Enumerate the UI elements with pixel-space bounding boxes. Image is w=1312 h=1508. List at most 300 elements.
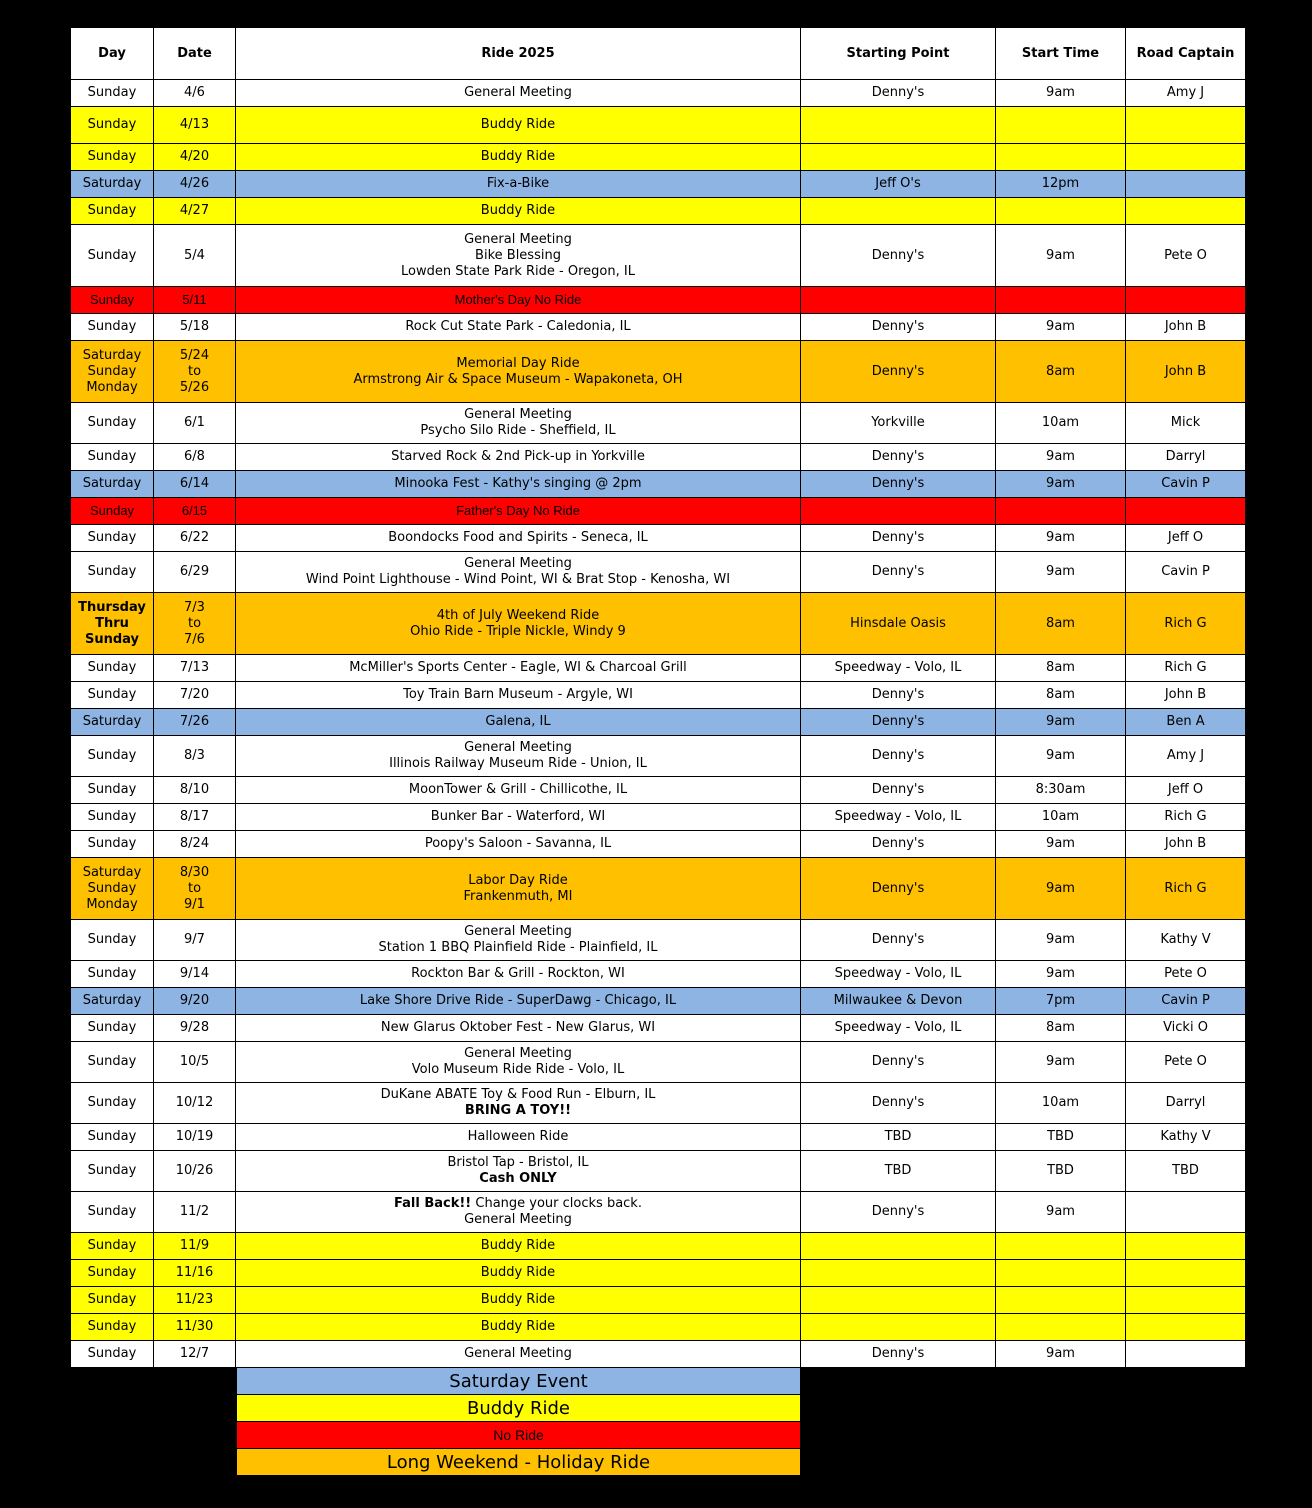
schedule-row: [71, 777, 1246, 804]
schedule-row: [71, 1015, 1246, 1042]
ride-cell: [236, 858, 801, 920]
day-line: Sunday: [87, 1129, 137, 1144]
starting-point-cell: Denny's: [801, 1341, 996, 1368]
day-line: Sunday: [87, 449, 137, 464]
start-time-cell: 9am: [996, 961, 1126, 988]
day-cell: [71, 107, 154, 144]
ride-cell: [236, 498, 801, 525]
date-cell: [154, 444, 236, 471]
road-captain-cell: [1126, 198, 1246, 225]
day-line: Sunday: [87, 1204, 137, 1219]
road-captain-cell: Kathy V: [1126, 1124, 1246, 1151]
ride-line: Toy Train Barn Museum - Argyle, WI: [403, 687, 633, 702]
ride-cell: [236, 144, 801, 171]
ride-cell: [236, 1260, 801, 1287]
date-cell: [154, 498, 236, 525]
date-line: 11/23: [175, 1292, 214, 1307]
schedule-row: [71, 682, 1246, 709]
ride-line: Illinois Railway Museum Ride - Union, IL: [389, 756, 647, 771]
day-cell: [71, 498, 154, 525]
day-line: Sunday: [89, 503, 135, 518]
date-line: 11/30: [175, 1319, 214, 1334]
day-line: Sunday: [87, 1319, 137, 1334]
schedule-row: [71, 804, 1246, 831]
day-cell: [71, 403, 154, 444]
date-line: 7/6: [184, 631, 205, 647]
day-line: Sunday: [87, 564, 137, 579]
starting-point-cell: Speedway - Volo, IL: [801, 804, 996, 831]
road-captain-cell: Cavin P: [1126, 471, 1246, 498]
starting-point-cell: Denny's: [801, 736, 996, 777]
date-cell: [154, 1287, 236, 1314]
starting-point-cell: TBD: [801, 1124, 996, 1151]
day-line: Thru: [95, 615, 129, 631]
road-captain-cell: Darryl: [1126, 1083, 1246, 1124]
date-line: 8/10: [179, 782, 210, 797]
start-time-cell: [996, 144, 1126, 171]
ride-line: Minooka Fest - Kathy's singing @ 2pm: [394, 476, 642, 491]
starting-point-cell: Denny's: [801, 920, 996, 961]
ride-cell: [236, 988, 801, 1015]
day-cell: [71, 225, 154, 287]
start-time-cell: 8am: [996, 593, 1126, 655]
date-cell: [154, 225, 236, 287]
start-time-cell: 10am: [996, 1083, 1126, 1124]
day-line: Saturday: [82, 714, 142, 729]
header-ride: Ride 2025: [236, 28, 801, 80]
legend-row: [237, 1449, 801, 1476]
ride-line: Starved Rock & 2nd Pick-up in Yorkville: [391, 449, 645, 464]
date-line: 4/20: [179, 149, 210, 164]
ride-cell: [236, 1287, 801, 1314]
day-line: Sunday: [87, 1265, 137, 1280]
starting-point-cell: Yorkville: [801, 403, 996, 444]
ride-line: General Meeting: [464, 1346, 572, 1361]
ride-line: Galena, IL: [485, 714, 551, 729]
ride-line: DuKane ABATE Toy & Food Run - Elburn, IL: [380, 1087, 656, 1102]
day-cell: [71, 444, 154, 471]
day-cell: [71, 1015, 154, 1042]
date-line: 10/26: [175, 1163, 214, 1178]
road-captain-cell: TBD: [1126, 1151, 1246, 1192]
day-line: Sunday: [87, 932, 137, 947]
date-cell: [154, 593, 236, 655]
date-cell: [154, 198, 236, 225]
starting-point-cell: Speedway - Volo, IL: [801, 655, 996, 682]
day-line: Sunday: [87, 880, 137, 896]
road-captain-cell: Jeff O: [1126, 777, 1246, 804]
start-time-cell: 9am: [996, 709, 1126, 736]
legend-body: [237, 1368, 801, 1476]
ride-line: MoonTower & Grill - Chillicothe, IL: [408, 782, 628, 797]
road-captain-cell: [1126, 498, 1246, 525]
date-cell: [154, 144, 236, 171]
ride-cell: [236, 831, 801, 858]
start-time-cell: [996, 287, 1126, 314]
ride-cell: [236, 1341, 801, 1368]
day-cell: [71, 314, 154, 341]
starting-point-cell: [801, 1314, 996, 1341]
ride-schedule-table: [70, 27, 1246, 1368]
start-time-cell: [996, 198, 1126, 225]
date-cell: [154, 920, 236, 961]
schedule-row: [71, 471, 1246, 498]
starting-point-cell: [801, 498, 996, 525]
day-cell: [71, 1124, 154, 1151]
road-captain-cell: Cavin P: [1126, 988, 1246, 1015]
ride-cell: [236, 80, 801, 107]
ride-line: Buddy Ride: [480, 1292, 556, 1307]
schedule-row: [71, 709, 1246, 736]
starting-point-cell: Speedway - Volo, IL: [801, 961, 996, 988]
date-line: 9/28: [179, 1020, 210, 1035]
ride-line: Lake Shore Drive Ride - SuperDawg - Chicago, IL: [359, 993, 677, 1008]
ride-cell: [236, 736, 801, 777]
date-cell: [154, 341, 236, 403]
header-start-time: Start Time: [996, 28, 1126, 80]
day-cell: [71, 961, 154, 988]
schedule-row: [71, 1260, 1246, 1287]
day-line: Sunday: [87, 85, 137, 100]
day-line: Saturday: [82, 476, 142, 491]
date-line: 5/26: [179, 379, 210, 395]
ride-line: [240, 1196, 796, 1212]
ride-cell: [236, 403, 801, 444]
date-cell: [154, 1233, 236, 1260]
ride-line: Armstrong Air & Space Museum - Wapakoneta, OH: [353, 371, 683, 387]
start-time-cell: 9am: [996, 525, 1126, 552]
road-captain-cell: [1126, 171, 1246, 198]
ride-cell: [236, 341, 801, 403]
date-line: 9/20: [179, 993, 210, 1008]
date-line: 9/14: [179, 966, 210, 981]
start-time-cell: [996, 1233, 1126, 1260]
date-cell: [154, 858, 236, 920]
ride-line: Bike Blessing: [475, 247, 561, 263]
start-time-cell: 9am: [996, 858, 1126, 920]
start-time-cell: 12pm: [996, 171, 1126, 198]
day-cell: [71, 1151, 154, 1192]
date-line: 6/14: [179, 476, 210, 491]
day-line: Sunday: [87, 1346, 137, 1361]
schedule-row: [71, 1233, 1246, 1260]
ride-cell: [236, 525, 801, 552]
date-cell: [154, 1015, 236, 1042]
ride-line: Rock Cut State Park - Caledonia, IL: [405, 319, 631, 334]
road-captain-cell: Mick: [1126, 403, 1246, 444]
ride-line: Buddy Ride: [480, 1265, 556, 1280]
start-time-cell: [996, 498, 1126, 525]
date-line: 4/26: [179, 176, 210, 191]
starting-point-cell: Denny's: [801, 80, 996, 107]
ride-line: Frankenmuth, MI: [463, 888, 573, 904]
road-captain-cell: Rich G: [1126, 593, 1246, 655]
road-captain-cell: [1126, 287, 1246, 314]
road-captain-cell: Ben A: [1126, 709, 1246, 736]
starting-point-cell: [801, 144, 996, 171]
road-captain-cell: [1126, 1233, 1246, 1260]
schedule-row: [71, 314, 1246, 341]
day-cell: [71, 552, 154, 593]
start-time-cell: 8am: [996, 655, 1126, 682]
date-cell: [154, 804, 236, 831]
starting-point-cell: Hinsdale Oasis: [801, 593, 996, 655]
header-road-captain: Road Captain: [1126, 28, 1246, 80]
starting-point-cell: Denny's: [801, 314, 996, 341]
start-time-cell: 8am: [996, 1015, 1126, 1042]
legend-item: Buddy Ride: [237, 1395, 801, 1422]
schedule-row: [71, 1083, 1246, 1124]
day-line: Sunday: [89, 292, 135, 307]
ride-cell: [236, 314, 801, 341]
date-line: 11/16: [175, 1265, 214, 1280]
schedule-row: [71, 444, 1246, 471]
ride-callout: Fall Back!!: [394, 1196, 472, 1211]
ride-callout: Cash ONLY: [479, 1171, 557, 1186]
ride-cell: [236, 593, 801, 655]
schedule-row: [71, 831, 1246, 858]
day-cell: [71, 777, 154, 804]
day-line: Monday: [86, 896, 138, 912]
header-day: Day: [71, 28, 154, 80]
road-captain-cell: [1126, 107, 1246, 144]
schedule-row: [71, 920, 1246, 961]
day-cell: [71, 831, 154, 858]
start-time-cell: 9am: [996, 1192, 1126, 1233]
date-line: 9/7: [184, 932, 205, 947]
date-cell: [154, 736, 236, 777]
day-cell: [71, 736, 154, 777]
start-time-cell: 9am: [996, 1042, 1126, 1083]
schedule-body: [71, 80, 1246, 1368]
day-cell: [71, 1233, 154, 1260]
date-line: 10/5: [179, 1054, 210, 1069]
start-time-cell: 9am: [996, 225, 1126, 287]
start-time-cell: 9am: [996, 831, 1126, 858]
day-cell: [71, 804, 154, 831]
day-cell: [71, 1260, 154, 1287]
road-captain-cell: Pete O: [1126, 1042, 1246, 1083]
road-captain-cell: [1126, 1314, 1246, 1341]
ride-cell: [236, 1314, 801, 1341]
schedule-row: [71, 171, 1246, 198]
starting-point-cell: Speedway - Volo, IL: [801, 1015, 996, 1042]
start-time-cell: 9am: [996, 1341, 1126, 1368]
day-cell: [71, 80, 154, 107]
start-time-cell: [996, 1287, 1126, 1314]
ride-cell: [236, 107, 801, 144]
date-cell: [154, 403, 236, 444]
day-cell: [71, 1287, 154, 1314]
road-captain-cell: Amy J: [1126, 736, 1246, 777]
date-line: 6/8: [184, 449, 205, 464]
legend-row: [237, 1368, 801, 1395]
ride-cell: [236, 444, 801, 471]
starting-point-cell: TBD: [801, 1151, 996, 1192]
road-captain-cell: Rich G: [1126, 655, 1246, 682]
schedule-row: [71, 198, 1246, 225]
ride-cell: [236, 198, 801, 225]
road-captain-cell: [1126, 1192, 1246, 1233]
ride-cell: [236, 920, 801, 961]
ride-callout: BRING A TOY!!: [464, 1103, 572, 1118]
schedule-row: [71, 961, 1246, 988]
start-time-cell: 9am: [996, 736, 1126, 777]
start-time-cell: 8:30am: [996, 777, 1126, 804]
schedule-row: [71, 498, 1246, 525]
day-line: Saturday: [82, 347, 142, 363]
starting-point-cell: Denny's: [801, 1192, 996, 1233]
date-cell: [154, 1151, 236, 1192]
color-legend: [236, 1367, 801, 1476]
starting-point-cell: Denny's: [801, 858, 996, 920]
starting-point-cell: Denny's: [801, 552, 996, 593]
ride-line: Father's Day No Ride: [456, 503, 580, 518]
start-time-cell: 9am: [996, 444, 1126, 471]
starting-point-cell: [801, 107, 996, 144]
date-line: 11/9: [179, 1238, 210, 1253]
date-cell: [154, 80, 236, 107]
date-cell: [154, 314, 236, 341]
day-line: Sunday: [87, 319, 137, 334]
date-cell: [154, 171, 236, 198]
date-line: 7/20: [179, 687, 210, 702]
ride-cell: [236, 777, 801, 804]
date-cell: [154, 1042, 236, 1083]
road-captain-cell: [1126, 1287, 1246, 1314]
date-line: to: [187, 615, 202, 631]
starting-point-cell: Denny's: [801, 682, 996, 709]
ride-line: General Meeting: [464, 85, 572, 100]
day-cell: [71, 920, 154, 961]
ride-line: Lowden State Park Ride - Oregon, IL: [401, 263, 635, 279]
date-cell: [154, 682, 236, 709]
starting-point-cell: Denny's: [801, 444, 996, 471]
ride-cell: [236, 655, 801, 682]
date-line: 4/27: [179, 203, 210, 218]
legend-item: No Ride: [237, 1422, 801, 1449]
start-time-cell: 7pm: [996, 988, 1126, 1015]
legend-item: Saturday Event: [237, 1368, 801, 1395]
ride-line: General Meeting: [464, 1046, 572, 1061]
day-line: Sunday: [87, 782, 137, 797]
day-cell: [71, 1314, 154, 1341]
schedule-row: [71, 80, 1246, 107]
schedule-row: [71, 341, 1246, 403]
day-line: Thursday: [78, 599, 146, 615]
ride-line: Ohio Ride - Triple Nickle, Windy 9: [410, 623, 626, 639]
starting-point-cell: [801, 1260, 996, 1287]
starting-point-cell: Denny's: [801, 777, 996, 804]
road-captain-cell: [1126, 1341, 1246, 1368]
day-line: Sunday: [87, 660, 137, 675]
ride-line: New Glarus Oktober Fest - New Glarus, WI: [380, 1020, 656, 1035]
ride-line: Labor Day Ride: [468, 872, 568, 888]
date-line: 10/19: [175, 1129, 214, 1144]
start-time-cell: 9am: [996, 80, 1126, 107]
ride-cell: [236, 1151, 801, 1192]
ride-cell: [236, 1042, 801, 1083]
day-line: Sunday: [87, 836, 137, 851]
start-time-cell: 9am: [996, 920, 1126, 961]
day-cell: [71, 682, 154, 709]
day-cell: [71, 655, 154, 682]
starting-point-cell: Jeff O's: [801, 171, 996, 198]
header-starting-point: Starting Point: [801, 28, 996, 80]
date-cell: [154, 1192, 236, 1233]
ride-cell: [236, 1192, 801, 1233]
day-cell: [71, 198, 154, 225]
schedule-row: [71, 1341, 1246, 1368]
date-cell: [154, 988, 236, 1015]
day-cell: [71, 709, 154, 736]
start-time-cell: 10am: [996, 403, 1126, 444]
date-line: 11/2: [179, 1204, 210, 1219]
ride-line: Buddy Ride: [480, 149, 556, 164]
schedule-row: [71, 858, 1246, 920]
date-line: 6/15: [181, 503, 208, 518]
starting-point-cell: Denny's: [801, 525, 996, 552]
ride-cell: [236, 225, 801, 287]
date-line: 5/18: [179, 319, 210, 334]
schedule-row: [71, 403, 1246, 444]
start-time-cell: 8am: [996, 341, 1126, 403]
date-line: 12/7: [179, 1346, 210, 1361]
day-cell: [71, 144, 154, 171]
ride-line: General Meeting: [464, 407, 572, 422]
day-line: Sunday: [87, 1163, 137, 1178]
ride-line: Volo Museum Ride Ride - Volo, IL: [411, 1062, 625, 1077]
ride-line: 4th of July Weekend Ride: [436, 607, 600, 623]
schedule-row: [71, 988, 1246, 1015]
date-cell: [154, 1260, 236, 1287]
schedule-row: [71, 225, 1246, 287]
starting-point-cell: [801, 1287, 996, 1314]
ride-line: General Meeting: [464, 924, 572, 939]
ride-line: Buddy Ride: [480, 1238, 556, 1253]
road-captain-cell: John B: [1126, 831, 1246, 858]
day-cell: [71, 1042, 154, 1083]
starting-point-cell: Denny's: [801, 471, 996, 498]
start-time-cell: [996, 107, 1126, 144]
date-cell: [154, 471, 236, 498]
day-line: Sunday: [87, 966, 137, 981]
day-line: Sunday: [87, 1238, 137, 1253]
date-line: 7/13: [179, 660, 210, 675]
date-cell: [154, 777, 236, 804]
date-line: 4/6: [184, 85, 205, 100]
day-line: Sunday: [87, 1054, 137, 1069]
ride-line: General Meeting: [464, 556, 572, 571]
ride-line: Halloween Ride: [467, 1129, 569, 1144]
starting-point-cell: Denny's: [801, 831, 996, 858]
ride-cell: [236, 1015, 801, 1042]
date-line: to: [187, 363, 202, 379]
schedule-row: [71, 1151, 1246, 1192]
ride-line: Rockton Bar & Grill - Rockton, WI: [411, 966, 625, 981]
ride-cell: [236, 1233, 801, 1260]
date-line: 6/22: [179, 530, 210, 545]
schedule-row: [71, 1287, 1246, 1314]
date-line: 7/3: [184, 599, 205, 615]
legend-row: [237, 1395, 801, 1422]
date-line: 4/13: [179, 117, 210, 132]
start-time-cell: TBD: [996, 1124, 1126, 1151]
date-cell: [154, 1314, 236, 1341]
ride-line: General Meeting: [464, 1212, 572, 1227]
date-cell: [154, 287, 236, 314]
day-line: Sunday: [87, 1095, 137, 1110]
